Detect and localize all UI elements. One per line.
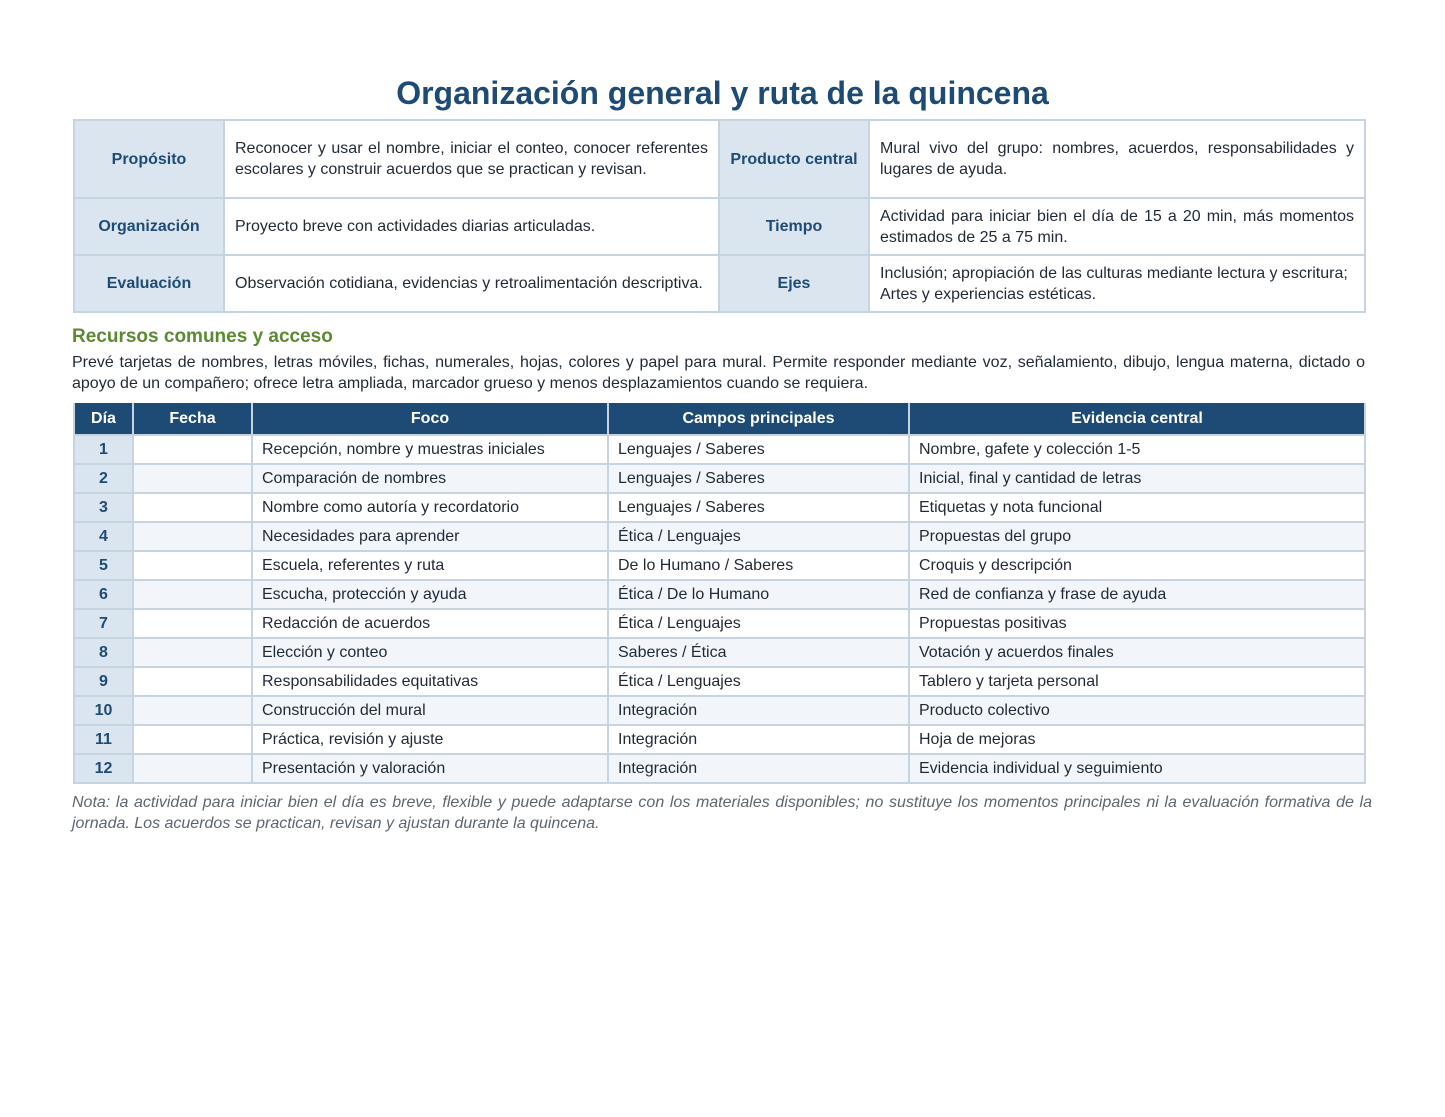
cell-evidencia: Votación y acuerdos finales <box>909 638 1365 667</box>
cell-evidencia: Inicial, final y cantidad de letras <box>909 464 1365 493</box>
cell-fecha[interactable] <box>133 435 252 464</box>
column-header-fecha: Fecha <box>133 403 252 435</box>
cell-campos: Ética / De lo Humano <box>608 580 909 609</box>
summary-table <box>73 119 1366 313</box>
cell-campos: Integración <box>608 754 909 783</box>
summary-value: Inclusión; apropiación de las culturas mediante lectura y escritura; Artes y experiencias estéticas. <box>869 255 1365 312</box>
cell-evidencia: Propuestas del grupo <box>909 522 1365 551</box>
cell-foco: Presentación y valoración <box>252 754 608 783</box>
cell-fecha[interactable] <box>133 493 252 522</box>
cell-evidencia: Producto colectivo <box>909 696 1365 725</box>
cell-campos: Ética / Lenguajes <box>608 609 909 638</box>
summary-value: Mural vivo del grupo: nombres, acuerdos, responsabilidades y lugares de ayuda. <box>869 120 1365 198</box>
cell-fecha[interactable] <box>133 696 252 725</box>
cell-dia: 6 <box>74 580 133 609</box>
cell-fecha[interactable] <box>133 754 252 783</box>
cell-dia: 5 <box>74 551 133 580</box>
cell-fecha[interactable] <box>133 551 252 580</box>
cell-fecha[interactable] <box>133 667 252 696</box>
cell-campos: Ética / Lenguajes <box>608 667 909 696</box>
cell-evidencia: Croquis y descripción <box>909 551 1365 580</box>
table-row <box>74 464 1365 493</box>
summary-label: Ejes <box>719 255 869 312</box>
schedule-table <box>73 403 1366 784</box>
summary-row <box>74 120 1365 198</box>
table-row <box>74 551 1365 580</box>
cell-dia: 7 <box>74 609 133 638</box>
summary-value: Actividad para iniciar bien el día de 15 a 20 min, más momentos estimados de 25 a 75 min. <box>869 198 1365 255</box>
table-row <box>74 725 1365 754</box>
column-header-foco: Foco <box>252 403 608 435</box>
summary-label: Evaluación <box>74 255 224 312</box>
resources-text: Prevé tarjetas de nombres, letras móviles, fichas, numerales, hojas, colores y papel para mural. Permite responder mediante voz, señalamiento, dibujo, lengua materna, dictado o apoyo de un compañero; ofrece letra ampliada, marcador grueso y menos desplazamientos cuando se requiera. <box>72 354 1365 392</box>
cell-dia: 9 <box>74 667 133 696</box>
cell-evidencia: Red de confianza y frase de ayuda <box>909 580 1365 609</box>
summary-value: Proyecto breve con actividades diarias articuladas. <box>224 198 719 255</box>
cell-campos: Lenguajes / Saberes <box>608 493 909 522</box>
table-row <box>74 580 1365 609</box>
summary-label: Producto central <box>719 120 869 198</box>
cell-campos: Integración <box>608 725 909 754</box>
cell-dia: 2 <box>74 464 133 493</box>
column-header-evidencia: Evidencia central <box>909 403 1365 435</box>
cell-evidencia: Etiquetas y nota funcional <box>909 493 1365 522</box>
cell-foco: Necesidades para aprender <box>252 522 608 551</box>
summary-label: Tiempo <box>719 198 869 255</box>
cell-dia: 12 <box>74 754 133 783</box>
cell-dia: 10 <box>74 696 133 725</box>
cell-fecha[interactable] <box>133 725 252 754</box>
cell-foco: Escuela, referentes y ruta <box>252 551 608 580</box>
cell-evidencia: Hoja de mejoras <box>909 725 1365 754</box>
cell-campos: Integración <box>608 696 909 725</box>
cell-campos: Ética / Lenguajes <box>608 522 909 551</box>
schedule-body <box>74 435 1365 783</box>
cell-foco: Responsabilidades equitativas <box>252 667 608 696</box>
summary-label: Propósito <box>74 120 224 198</box>
page-title: Organización general y ruta de la quincena <box>396 75 1049 111</box>
cell-evidencia: Propuestas positivas <box>909 609 1365 638</box>
table-row <box>74 754 1365 783</box>
column-header-campos: Campos principales <box>608 403 909 435</box>
cell-campos: Saberes / Ética <box>608 638 909 667</box>
table-row <box>74 638 1365 667</box>
cell-campos: De lo Humano / Saberes <box>608 551 909 580</box>
cell-fecha[interactable] <box>133 609 252 638</box>
table-row <box>74 435 1365 464</box>
cell-dia: 1 <box>74 435 133 464</box>
cell-campos: Lenguajes / Saberes <box>608 464 909 493</box>
cell-foco: Elección y conteo <box>252 638 608 667</box>
table-row <box>74 609 1365 638</box>
footnote: Nota: la actividad para iniciar bien el día es breve, flexible y puede adaptarse con los materiales disponibles; no sustituye los momentos principales ni la evaluación formativa de la jornada. Los acuerdos se practican, revisan y ajustan durante la quincena. <box>72 794 1372 832</box>
cell-evidencia: Evidencia individual y seguimiento <box>909 754 1365 783</box>
summary-row <box>74 198 1365 255</box>
cell-foco: Nombre como autoría y recordatorio <box>252 493 608 522</box>
cell-dia: 11 <box>74 725 133 754</box>
cell-foco: Práctica, revisión y ajuste <box>252 725 608 754</box>
table-row <box>74 493 1365 522</box>
cell-campos: Lenguajes / Saberes <box>608 435 909 464</box>
cell-fecha[interactable] <box>133 580 252 609</box>
column-header-dia: Día <box>74 403 133 435</box>
cell-foco: Recepción, nombre y muestras iniciales <box>252 435 608 464</box>
cell-fecha[interactable] <box>133 638 252 667</box>
cell-foco: Construcción del mural <box>252 696 608 725</box>
summary-label: Organización <box>74 198 224 255</box>
cell-dia: 4 <box>74 522 133 551</box>
summary-value: Observación cotidiana, evidencias y retroalimentación descriptiva. <box>224 255 719 312</box>
table-row <box>74 696 1365 725</box>
table-row <box>74 522 1365 551</box>
schedule-header-row <box>74 403 1365 435</box>
cell-fecha[interactable] <box>133 464 252 493</box>
cell-foco: Comparación de nombres <box>252 464 608 493</box>
cell-fecha[interactable] <box>133 522 252 551</box>
resources-heading: Recursos comunes y acceso <box>72 326 333 347</box>
cell-foco: Redacción de acuerdos <box>252 609 608 638</box>
cell-dia: 3 <box>74 493 133 522</box>
cell-evidencia: Tablero y tarjeta personal <box>909 667 1365 696</box>
cell-evidencia: Nombre, gafete y colección 1-5 <box>909 435 1365 464</box>
summary-row <box>74 255 1365 312</box>
cell-foco: Escucha, protección y ayuda <box>252 580 608 609</box>
table-row <box>74 667 1365 696</box>
summary-value: Reconocer y usar el nombre, iniciar el conteo, conocer referentes escolares y construir acuerdos que se practican y revisan. <box>224 120 719 198</box>
cell-dia: 8 <box>74 638 133 667</box>
